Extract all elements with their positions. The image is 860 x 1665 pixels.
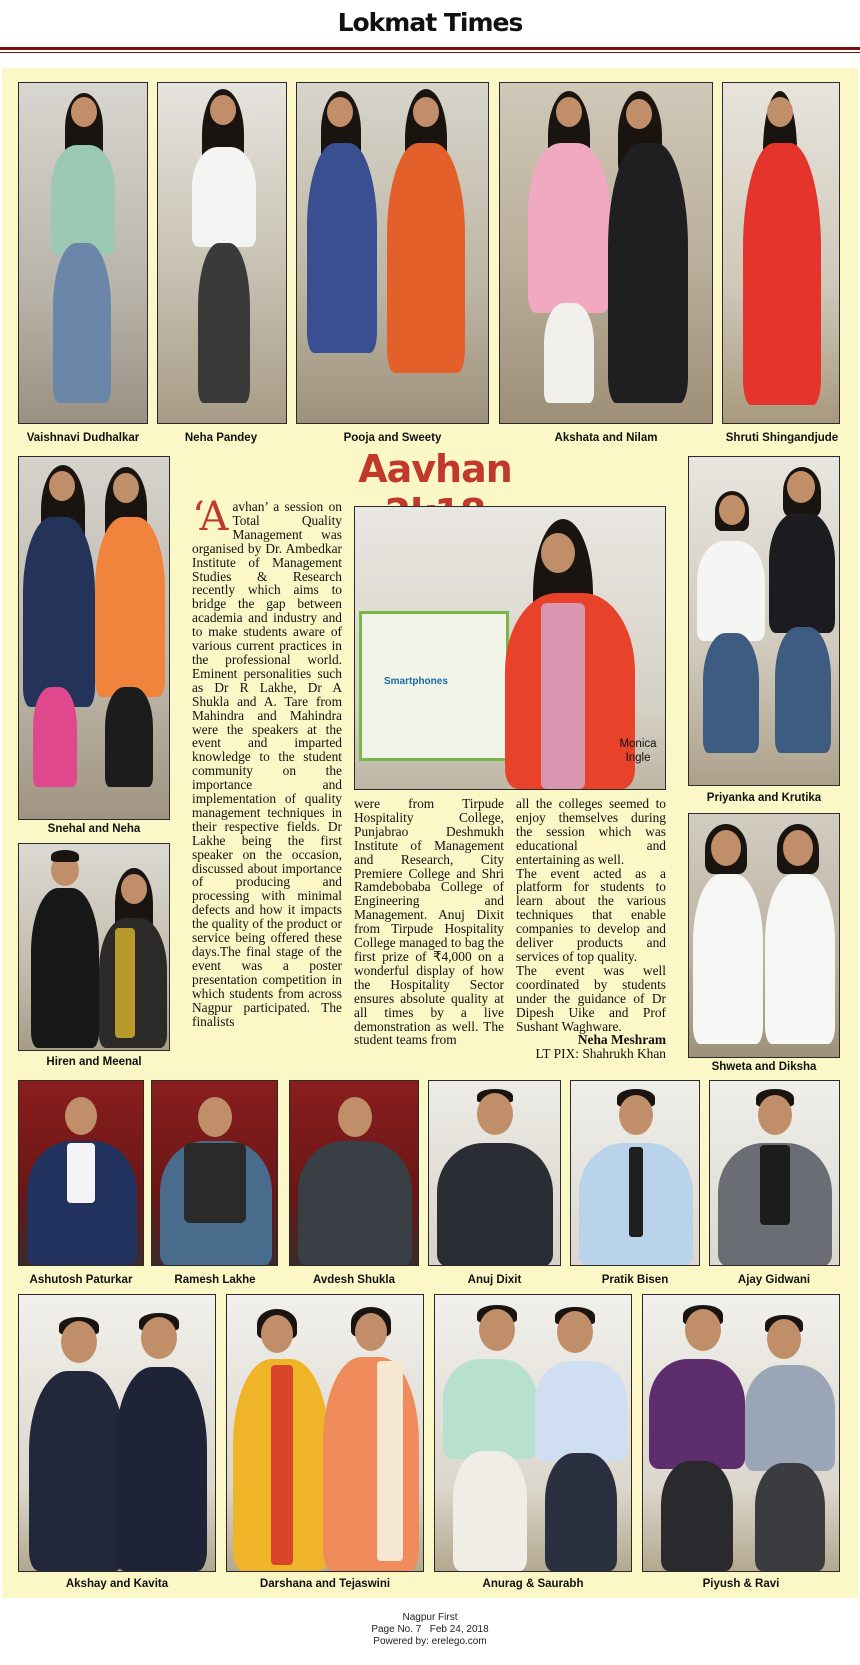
footer-powered: Powered by: erelego.com <box>373 1636 487 1647</box>
article-column-3 <box>516 797 666 1061</box>
photo-akshay-kavita <box>18 1294 216 1572</box>
photo-monica-ingle <box>354 506 666 790</box>
article-col3-para2: The event acted as a platform for students to learn about the various techniques that enable companies to develop and deliver products and services of top quality. <box>516 865 666 964</box>
caption-ajay-gidwani: Ajay Gidwani <box>737 1274 811 1286</box>
caption-pratik-bisen: Pratik Bisen <box>601 1274 669 1286</box>
poster-board <box>359 611 509 761</box>
caption-ramesh-lakhe: Ramesh Lakhe <box>174 1274 256 1286</box>
monica-label <box>615 737 661 765</box>
caption-pooja-sweety: Pooja and Sweety <box>343 432 442 444</box>
photo-ramesh-lakhe <box>151 1080 278 1266</box>
dropcap: ‘A <box>192 494 229 540</box>
caption-avdesh-shukla: Avdesh Shukla <box>312 1274 396 1286</box>
photo-neha-pandey <box>157 82 287 424</box>
byline: Neha Meshram <box>577 1032 666 1048</box>
masthead-rule <box>0 47 860 50</box>
masthead-rule-thin <box>0 52 860 53</box>
caption-shweta-diksha: Shweta and Diksha <box>711 1061 817 1073</box>
caption-akshay-kavita: Akshay and Kavita <box>65 1578 169 1590</box>
photo-shruti <box>722 82 840 424</box>
article-column-1 <box>192 494 342 1029</box>
photo-darshana-tejaswini <box>226 1294 424 1572</box>
photo-snehal-neha <box>18 456 170 820</box>
photo-vaishnavi <box>18 82 148 424</box>
monica-label-first: Monica <box>619 738 657 750</box>
caption-ashutosh: Ashutosh Paturkar <box>29 1274 133 1286</box>
photo-pooja-sweety <box>296 82 489 424</box>
caption-snehal-neha: Snehal and Neha <box>47 823 141 835</box>
article-column-2 <box>354 797 504 1047</box>
photo-priyanka-krutika <box>688 456 840 786</box>
article-col3-para3: The event was well coordinated by students under the guidance of Dr Dipesh Uike and Prof Sushant Waghware. <box>516 962 666 1034</box>
photo-ajay-gidwani <box>709 1080 840 1266</box>
poster-title: Smartphones <box>384 676 448 687</box>
photo-avdesh-shukla <box>289 1080 419 1266</box>
masthead: Lokmat Times <box>337 8 523 37</box>
caption-anurag-saurabh: Anurag & Saurabh <box>482 1578 584 1590</box>
photo-piyush-ravi <box>642 1294 840 1572</box>
caption-akshata-nilam: Akshata and Nilam <box>554 432 658 444</box>
footer-page: Page No. 7 <box>371 1624 422 1635</box>
photo-pratik-bisen <box>570 1080 700 1266</box>
photo-shweta-diksha <box>688 813 840 1058</box>
photo-ashutosh-paturkar <box>18 1080 144 1266</box>
caption-shruti: Shruti Shingandjude <box>725 432 839 444</box>
caption-piyush-ravi: Piyush & Ravi <box>702 1578 780 1590</box>
article-col3-para1: all the colleges seemed to enjoy themselves during the session which was educational and entertaining as well. <box>516 796 666 867</box>
footer-page-date <box>0 1624 860 1636</box>
monica-label-last: Ingle <box>625 752 651 764</box>
caption-priyanka-krutika: Priyanka and Krutika <box>706 792 822 804</box>
photo-anuj-dixit <box>428 1080 561 1266</box>
photo-akshata-nilam <box>499 82 713 424</box>
article-col2-text: were from Tirpude Hospitality College, Punjabrao Deshmukh Institute of Management and Research, City Premiere College and Shri Ramdebobaba College of Engineering and Management. Anuj Dixit from Tirpude Hospitality College managed to bag the first prize of ₹4,000 on a wonderful display of how the Hospitality Sector ensures absolute quality at all times by a live demonstration as well. The student teams from <box>354 796 504 1048</box>
caption-neha-pandey: Neha Pandey <box>184 432 258 444</box>
caption-hiren-meenal: Hiren and Meenal <box>46 1056 142 1068</box>
page-footer <box>0 1612 860 1648</box>
photo-hiren-meenal <box>18 843 170 1051</box>
article-title: Aavhan <box>358 447 512 491</box>
caption-vaishnavi: Vaishnavi Dudhalkar <box>26 432 140 444</box>
footer-edition: Nagpur First <box>402 1612 458 1623</box>
article-col1-text: avhan’ a session on Total Quality Management was organised by Dr. Ambedkar Institute of Management Studies & Research recently which aims to bridge the gap between academia and industry and to make students aware of various current practices in the professional world. Eminent personalities such as Dr R Lakhe, Dr A Shukla and A. Tare from Mahindra and Mahindra were the speakers at the event and imparted knowledge to the student community on the importance and implementation of quality management techniques in their respective fields. Dr Lakhe being the first speaker on the occasion, discussed about importance of producing and processing with minimal defects and how it impacts the quality of the product or service being offered these days.The final stage of the event was a poster presentation competition in which students from across Nagpur participated. The finalists <box>192 499 342 1029</box>
footer-date: Feb 24, 2018 <box>429 1624 489 1635</box>
caption-darshana-tejaswini: Darshana and Tejaswini <box>259 1578 391 1590</box>
caption-anuj-dixit: Anuj Dixit <box>467 1274 522 1286</box>
photo-credit: LT PIX: Shahrukh Khan <box>535 1046 666 1062</box>
photo-anurag-saurabh <box>434 1294 632 1572</box>
